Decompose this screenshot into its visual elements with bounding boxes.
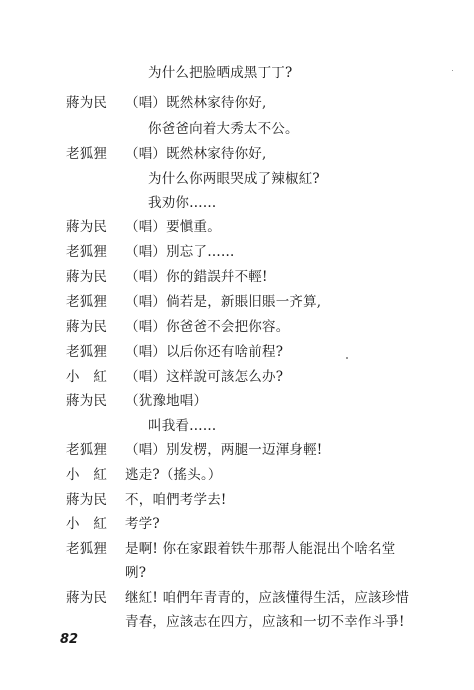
dialogue-line: [0, 120, 474, 138]
dialogue-line: [0, 441, 474, 459]
dialogue-line: [0, 170, 474, 188]
page-number: 82: [60, 632, 79, 647]
speaker-name: 老狐狸: [66, 442, 108, 458]
dialogue-line: [0, 589, 474, 607]
speaker-name: 小 紅: [66, 369, 108, 385]
dialogue-line: [0, 540, 474, 558]
speaker-name: 老狐狸: [66, 244, 108, 260]
dialogue-line: [0, 564, 474, 582]
dialogue-line: [0, 145, 474, 163]
dialogue-line: [0, 417, 474, 435]
dialogue-text: （唱）你的錯誤幷不輕!: [125, 269, 268, 285]
speaker-name: 蔣为民: [66, 269, 108, 285]
dialogue-text: （唱）这样說可該怎么办?: [125, 369, 284, 385]
dialogue-text: （唱）要愼重。: [125, 219, 221, 235]
dialogue-line: [0, 392, 474, 410]
dialogue-text: 叫我看……: [148, 418, 217, 434]
dialogue-text: （犹豫地唱）: [125, 393, 208, 409]
dialogue-line: [0, 515, 474, 533]
dialogue-line: [0, 64, 474, 82]
dialogue-text: 我劝你……: [148, 195, 217, 211]
dialogue-text: 咧?: [125, 565, 147, 581]
dialogue-text: （唱）既然林家待你好,: [125, 95, 267, 111]
dialogue-text: （唱）以后你还有啥前程?: [125, 344, 284, 360]
speaker-name: 蔣为民: [66, 492, 108, 508]
dialogue-text: 你爸爸向着大秀太不公。: [148, 121, 299, 137]
speaker-name: 小 紅: [66, 467, 108, 483]
dialogue-text: （唱）倘若是，新賬旧賬一齐算,: [125, 294, 322, 310]
speaker-name: 小 紅: [66, 516, 108, 532]
dialogue-line: [0, 613, 474, 631]
dialogue-line: [0, 218, 474, 236]
dialogue-text: （唱）你爸爸不会把你容。: [125, 319, 290, 335]
dialogue-line: [0, 343, 474, 361]
speaker-name: 蔣为民: [66, 319, 108, 335]
dialogue-line: [0, 243, 474, 261]
dialogue-text: 逃走?（搖头。）: [125, 467, 222, 483]
dialogue-text: 为什么你两眼哭成了辣椒紅?: [148, 171, 320, 187]
speaker-name: 老狐狸: [66, 541, 108, 557]
speaker-name: 蔣为民: [66, 219, 108, 235]
dialogue-text: 青春，应該志在四方，应該和一切不幸作斗爭!: [125, 614, 405, 630]
dialogue-line: [0, 466, 474, 484]
dialogue-line: [0, 318, 474, 336]
speaker-name: 老狐狸: [66, 294, 108, 310]
speaker-name: 蔣为民: [66, 95, 108, 111]
dialogue-line: [0, 491, 474, 509]
dialogue-line: [0, 94, 474, 112]
dialogue-text: 不，咱們考学去!: [125, 492, 227, 508]
dialogue-text: 考学?: [125, 516, 160, 532]
dialogue-text: （唱）既然林家待你好,: [125, 146, 267, 162]
print-speck: [452, 70, 453, 71]
dialogue-line: [0, 194, 474, 212]
dialogue-text: （唱）別忘了……: [125, 244, 235, 260]
dialogue-text: （唱）別发楞，两腿一迈渾身輕!: [125, 442, 323, 458]
dialogue-line: [0, 368, 474, 386]
speaker-name: 蔣为民: [66, 393, 108, 409]
print-speck: [346, 357, 348, 359]
dialogue-text: 是啊! 你在家跟着铁牛那帮人能混出个啥名堂: [125, 541, 396, 557]
speaker-name: 蔣为民: [66, 590, 108, 606]
speaker-name: 老狐狸: [66, 344, 108, 360]
dialogue-text: 继紅! 咱們年青青的，应該懂得生活，应該珍惜: [125, 590, 410, 606]
dialogue-text: 为什么把脸晒成黑丁丁?: [148, 65, 293, 81]
speaker-name: 老狐狸: [66, 146, 108, 162]
dialogue-line: [0, 293, 474, 311]
dialogue-line: [0, 268, 474, 286]
